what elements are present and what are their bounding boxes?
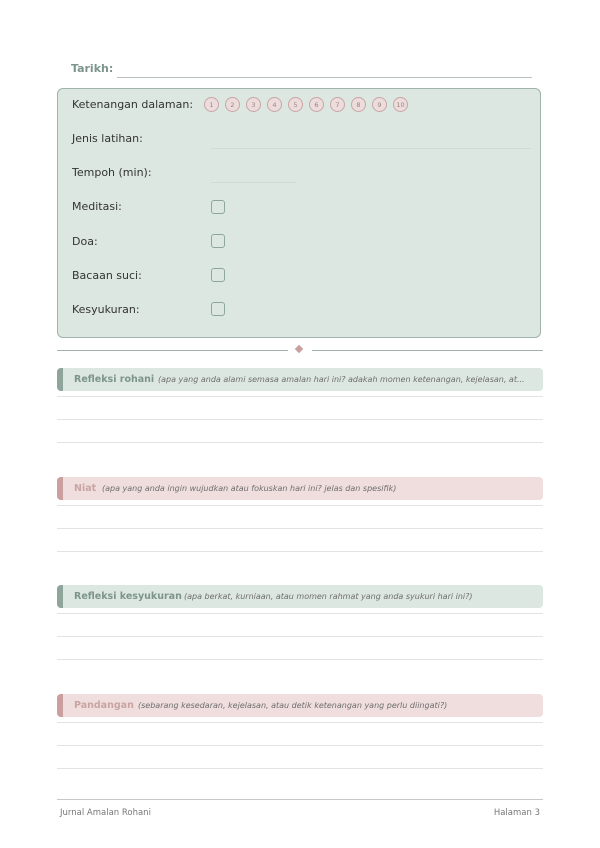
calm-label: Ketenangan dalaman: [72, 98, 194, 111]
section-header-intention [57, 477, 543, 500]
date-input-line[interactable] [117, 77, 532, 78]
rating-circle-9[interactable]: 9 [372, 97, 387, 112]
gratitude-checkbox[interactable] [211, 302, 225, 316]
rating-circle-1[interactable]: 1 [204, 97, 219, 112]
writing-line[interactable] [57, 505, 543, 506]
writing-line[interactable] [57, 442, 543, 443]
section-hint: (apa yang anda ingin wujudkan atau fokuskan hari ini? jelas dan spesifik) [102, 484, 397, 493]
writing-line[interactable] [57, 659, 543, 660]
writing-line[interactable] [57, 551, 543, 552]
writing-line[interactable] [57, 419, 543, 420]
prayer-label: Doa: [72, 235, 98, 248]
meditation-checkbox[interactable] [211, 200, 225, 214]
section-title: Refleksi kesyukuran [74, 591, 182, 602]
footer-divider [57, 799, 543, 800]
reading-label: Bacaan suci: [72, 269, 142, 282]
rating-circle-6[interactable]: 6 [309, 97, 324, 112]
calm-rating-scale [204, 97, 408, 112]
rating-circle-7[interactable]: 7 [330, 97, 345, 112]
section-header-gratitude-reflection [57, 585, 543, 608]
diamond-icon [295, 345, 303, 353]
writing-line[interactable] [57, 396, 543, 397]
writing-line[interactable] [57, 613, 543, 614]
writing-line[interactable] [57, 528, 543, 529]
section-hint: (sebarang kesedaran, kejelasan, atau detik ketenangan yang perlu diingati?) [138, 701, 448, 710]
rating-circle-5[interactable]: 5 [288, 97, 303, 112]
prayer-checkbox[interactable] [211, 234, 225, 248]
duration-label: Tempoh (min): [72, 166, 152, 179]
footer-page-number: Halaman 3 [493, 808, 540, 818]
section-header-insight [57, 694, 543, 717]
rating-circle-2[interactable]: 2 [225, 97, 240, 112]
rating-circle-3[interactable]: 3 [246, 97, 261, 112]
rating-circle-10[interactable]: 10 [393, 97, 408, 112]
gratitude-label: Kesyukuran: [72, 303, 140, 316]
practice-metrics-panel [57, 88, 541, 338]
section-title: Pandangan [74, 700, 134, 711]
exercise-label: Jenis latihan: [72, 132, 143, 145]
footer-journal-name: Jurnal Amalan Rohani [60, 808, 151, 818]
duration-input-line[interactable] [211, 182, 296, 183]
section-header-spiritual-reflection [57, 368, 543, 391]
section-divider [57, 346, 543, 356]
section-title: Refleksi rohani [74, 374, 155, 385]
date-label: Tarikh: [71, 62, 114, 75]
rating-circle-8[interactable]: 8 [351, 97, 366, 112]
section-hint: (apa yang anda alami semasa amalan hari ini? adakah momen ketenangan, kejelasan, at... [158, 375, 525, 384]
section-title: Niat [74, 483, 97, 494]
reading-checkbox[interactable] [211, 268, 225, 282]
rating-circle-4[interactable]: 4 [267, 97, 282, 112]
meditation-label: Meditasi: [72, 200, 122, 213]
writing-line[interactable] [57, 722, 543, 723]
exercise-input-line[interactable] [211, 148, 531, 149]
writing-line[interactable] [57, 636, 543, 637]
writing-line[interactable] [57, 745, 543, 746]
writing-line[interactable] [57, 768, 543, 769]
date-row [71, 62, 532, 80]
section-hint: (apa berkat, kurniaan, atau momen rahmat yang anda syukuri hari ini?) [184, 592, 473, 601]
